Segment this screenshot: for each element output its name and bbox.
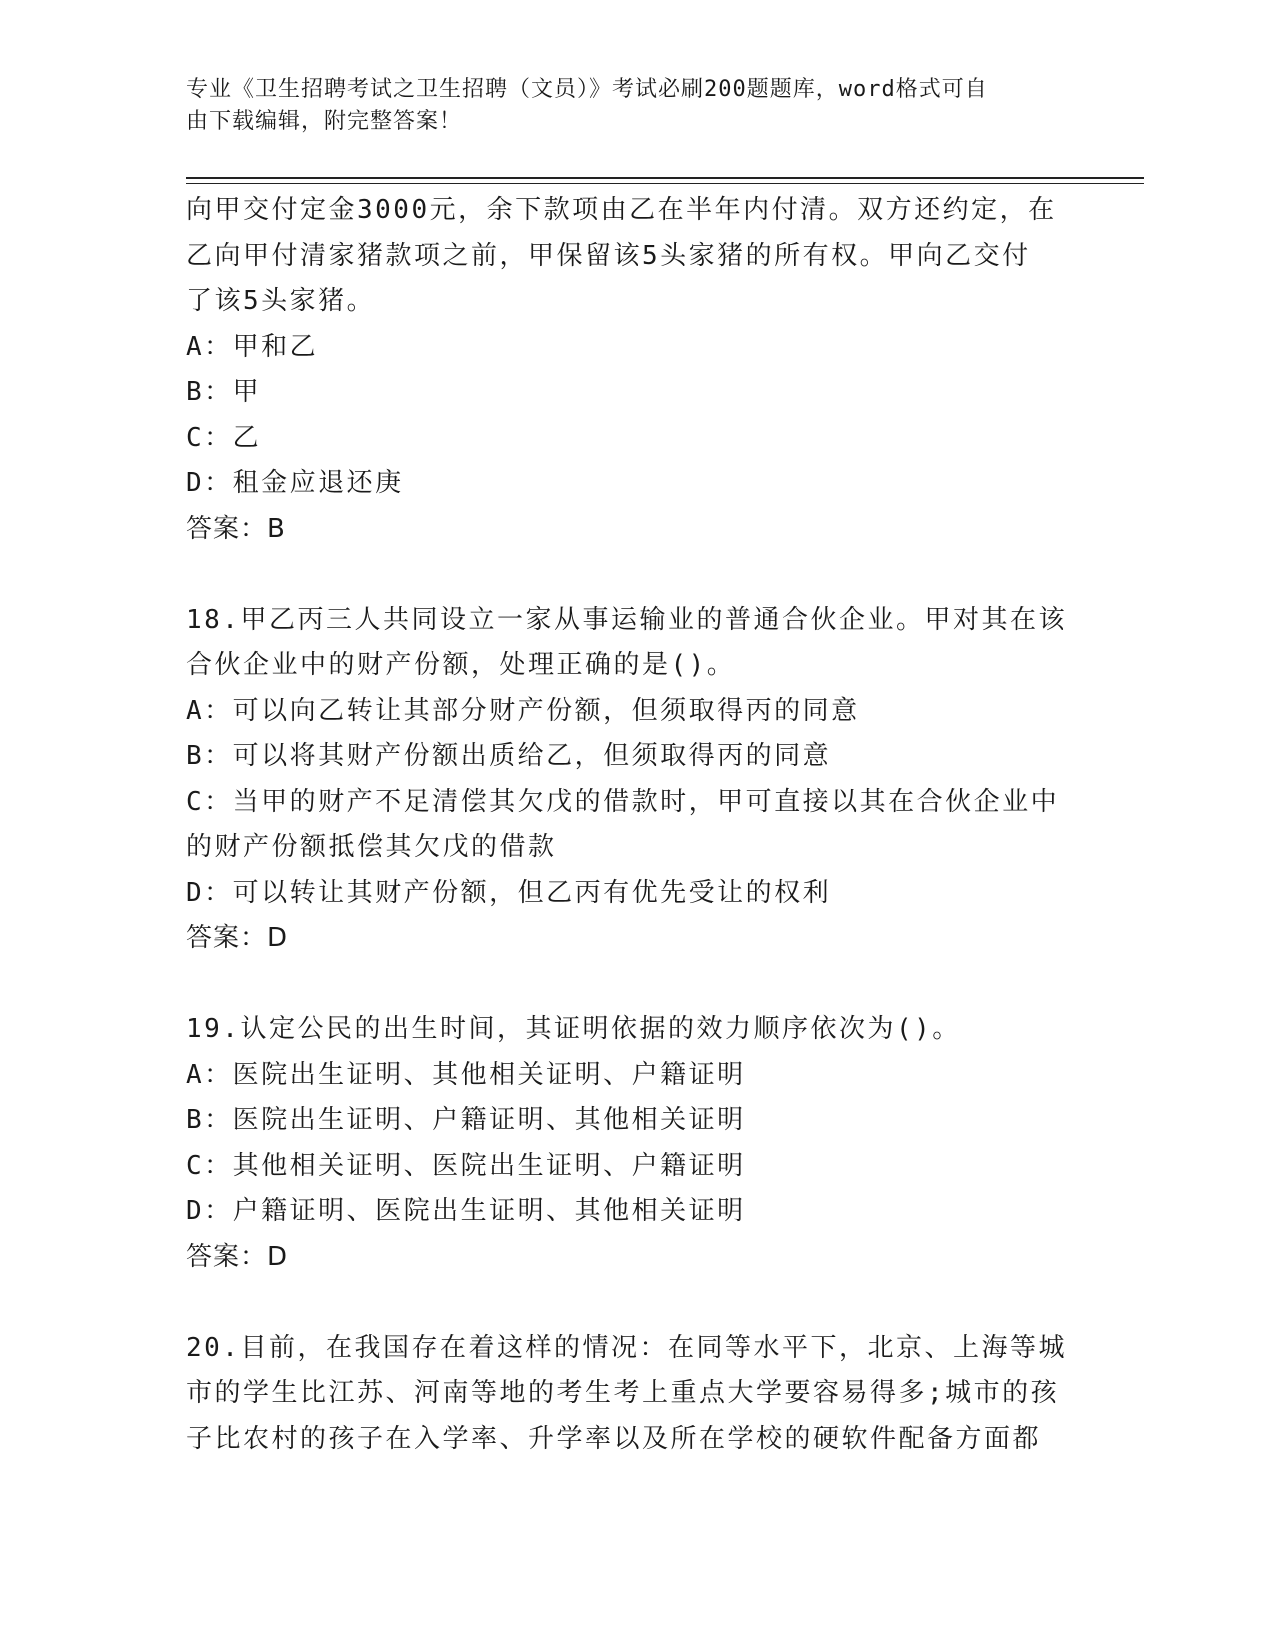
option-c: C：乙 xyxy=(186,422,262,453)
option-d: D：租金应退还庚 xyxy=(186,468,404,498)
option-a: A：可以向乙转让其部分财产份额，但须取得丙的同意 xyxy=(186,695,860,726)
header-rule-thick xyxy=(186,177,1144,179)
spacer xyxy=(186,552,1086,598)
document-body xyxy=(186,188,1086,1462)
question-text-line: 19.认定公民的出生时间，其证明依据的效力顺序依次为()。 xyxy=(186,1014,961,1044)
question-text-line: 了该5头家猪。 xyxy=(186,286,376,316)
header-line-2: 由下载编辑，附完整答案！ xyxy=(186,109,463,134)
question-text-line: 市的学生比江苏、河南等地的考生考上重点大学要容易得多;城市的孩 xyxy=(186,1378,1060,1408)
document-header xyxy=(186,74,1066,138)
option-d: D：户籍证明、医院出生证明、其他相关证明 xyxy=(186,1196,746,1226)
header-line-1: 专业《卫生招聘考试之卫生招聘（文员）》考试必刷200题题库，word格式可自 xyxy=(186,77,988,102)
option-a: A：医院出生证明、其他相关证明、户籍证明 xyxy=(186,1059,746,1090)
question-text-line: 20.目前，在我国存在着这样的情况：在同等水平下，北京、上海等城 xyxy=(186,1332,1067,1363)
answer-label: 答案：B xyxy=(186,513,286,544)
answer-label: 答案：D xyxy=(186,923,289,953)
option-c-continuation: 的财产份额抵偿其欠戊的借款 xyxy=(186,832,557,862)
spacer xyxy=(186,962,1086,1008)
option-d: D：可以转让其财产份额，但乙丙有优先受让的权利 xyxy=(186,877,832,908)
question-17-continuation xyxy=(186,188,1086,552)
answer-label: 答案：D xyxy=(186,1241,289,1272)
option-b: B：可以将其财产份额出质给乙，但须取得丙的同意 xyxy=(186,741,832,771)
question-text-line: 子比农村的孩子在入学率、升学率以及所在学校的硬软件配备方面都 xyxy=(186,1423,1042,1454)
question-text-line: 18.甲乙丙三人共同设立一家从事运输业的普通合伙企业。甲对其在该 xyxy=(186,604,1067,635)
header-rule-thin xyxy=(186,183,1144,184)
question-18 xyxy=(186,598,1086,962)
option-b: B：甲 xyxy=(186,377,262,407)
spacer xyxy=(186,1280,1086,1326)
question-19 xyxy=(186,1007,1086,1280)
question-text-line: 合伙企业中的财产份额，处理正确的是()。 xyxy=(186,650,736,680)
option-c: C：其他相关证明、医院出生证明、户籍证明 xyxy=(186,1150,746,1181)
option-c: C：当甲的财产不足清偿其欠戊的借款时，甲可直接以其在合伙企业中 xyxy=(186,786,1060,817)
question-text-line: 向甲交付定金3000元，余下款项由乙在半年内付清。双方还约定，在 xyxy=(186,195,1057,225)
option-a: A：甲和乙 xyxy=(186,331,319,362)
question-text-line: 乙向甲付清家猪款项之前，甲保留该5头家猪的所有权。甲向乙交付 xyxy=(186,240,1031,271)
option-b: B：医院出生证明、户籍证明、其他相关证明 xyxy=(186,1105,746,1135)
question-20 xyxy=(186,1326,1086,1463)
